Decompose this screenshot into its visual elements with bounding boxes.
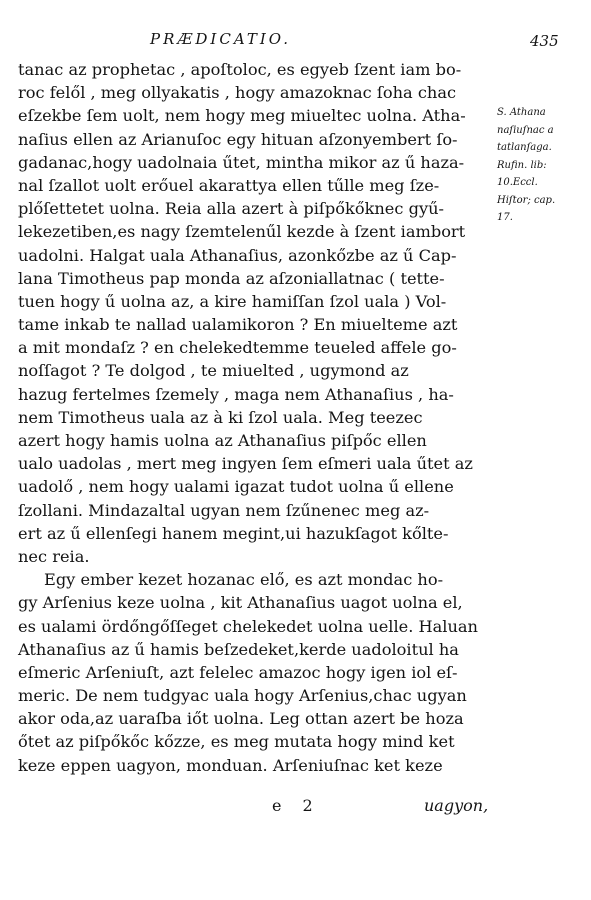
text-line: hazug fertelmes ſzemely , maga nem Athanaſius , ha- <box>18 384 454 404</box>
text-line: meric. De nem tudgyac uala hogy Arſenius,chac ugyan <box>18 686 467 706</box>
margin-note <box>497 104 587 227</box>
text-line: őtet az piſpőkőc kőzze, es meg mutata hogy mind ket <box>18 732 455 752</box>
text-line: es ualami ördőngőſſeget chelekedet uolna uelle. Haluan <box>18 616 478 636</box>
running-head: PRÆDICATIO. <box>150 30 291 48</box>
page-number: 435 <box>530 32 559 50</box>
text-line: lekezetiben,es nagy ſzemtelenűl kezde à ſzent iambort <box>18 222 466 242</box>
text-line: uadolő , nem hogy ualami igazat tudot uolna ű ellene <box>18 477 454 497</box>
text-line: azert hogy hamis uolna az Athanaſius piſpőc ellen <box>18 431 427 450</box>
text-line: noſſagot ? Te dolgod , te miuelted , ugymond az <box>18 361 409 381</box>
margin-note-line: tatlanſaga. <box>497 142 552 153</box>
text-line: ert az ű ellenſegi hanem megint,ui hazukſagot kőlte- <box>18 523 449 543</box>
text-line: keze eppen uagyon, monduan. Arſeniuſnac ket keze <box>18 755 443 775</box>
text-line: nec reia. <box>18 546 90 566</box>
text-line: eſzekbe ſem uolt, nem hogy meg miueltec uolna. Atha- <box>18 106 466 126</box>
text-line: roc felől , meg ollyakatis , hogy amazoknac ſoha chac <box>18 83 457 103</box>
text-line: tame inkab te nallad ualamikoron ? En miuelteme azt <box>18 315 458 335</box>
text-line: eſmeric Arſeniuſt, azt felelec amazoc hogy igen iol eſ- <box>18 662 458 682</box>
body-text <box>18 58 496 777</box>
text-line: nem Timotheus uala az à ki ſzol uala. Meg teezec <box>18 407 423 427</box>
margin-note-line: Hiſtor; cap. <box>497 194 556 206</box>
text-line: gy Arſenius keze uolna , kit Athanaſius uagot uolna el, <box>18 593 463 613</box>
text-line: ſzollani. Mindazaltal ugyan nem ſzűnenec meg az- <box>18 500 430 520</box>
margin-note-line: naſiuſnac a <box>497 124 554 136</box>
text-line: naſius ellen az Arianuſoc egy hituan aſzonyembert ſo- <box>18 129 458 149</box>
text-line: ualo uadolas , mert meg ingyen ſem eſmeri uala űtet az <box>18 454 473 474</box>
text-line: akor oda,az uaraſba iőt uolna. Leg ottan azert be hoza <box>18 709 464 729</box>
text-line: lana Timotheus pap monda az aſzoniallatnac ( tette- <box>18 268 445 288</box>
text-line: nal ſzallot uolt erőuel akarattya ellen tűlle meg ſze- <box>18 175 440 195</box>
margin-note-line: S. Athana <box>497 107 546 118</box>
catchword: uagyon, <box>424 796 489 815</box>
text-line: a mit mondaſz ? en chelekedtemme teueled affele go- <box>18 338 457 358</box>
text-line: tuen hogy ű uolna az, a kire hamiſſan ſzol uala ) Vol- <box>18 291 447 311</box>
text-line: uadolni. Halgat uala Athanaſius, azonkőzbe az ű Cap- <box>18 245 457 265</box>
text-line: Athanaſius az ű hamis beſzedeket,kerde uadoloitul ha <box>18 639 459 659</box>
text-line: plőſettetet uolna. Reia alla azert à piſpőkőknec gyű- <box>18 199 445 219</box>
margin-note-line: 17. <box>497 212 513 223</box>
margin-note-line: Rufin. lib: <box>497 159 547 171</box>
text-line: gadanac,hogy uadolnaia űtet, mintha mikor az ű haza- <box>18 152 465 172</box>
text-line: tanac az prophetac , apoſtoloc, es egyeb ſzent iam bo- <box>18 60 462 79</box>
margin-note-line: 10.Eccl. <box>497 177 538 188</box>
signature-mark: e 2 <box>272 796 321 815</box>
text-line: Egy ember kezet hozanac elő, es azt mondac ho- <box>44 570 444 590</box>
